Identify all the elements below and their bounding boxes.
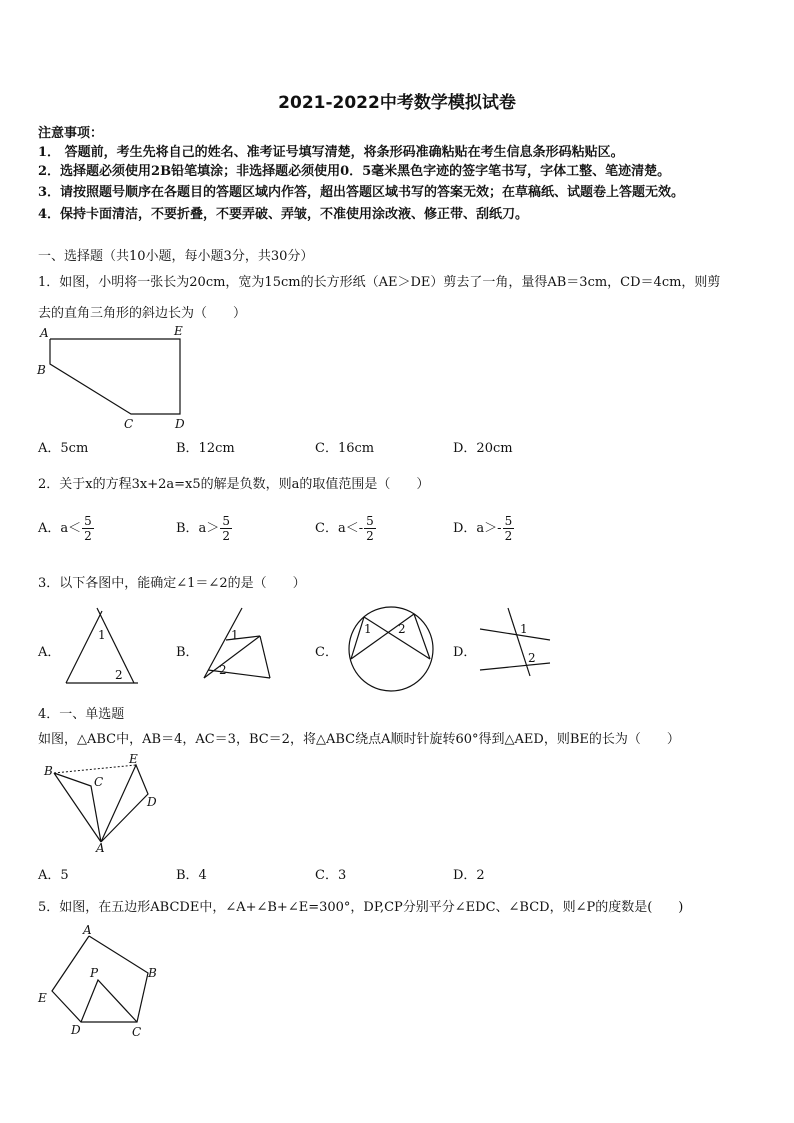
q4-option-b: B．4 xyxy=(176,868,207,883)
q2-option-c xyxy=(315,514,376,543)
fraction-numerator: 5 xyxy=(84,514,92,528)
q3-c-angle-2: 2 xyxy=(398,622,406,636)
q2-stem: 2．关于x的方程3x+2a=x5的解是负数，则a的取值范围是（ ） xyxy=(38,477,430,492)
section-heading: 一、选择题（共10小题，每小题3分，共30分） xyxy=(38,249,314,264)
q2-option-d-prefix: D．a＞- xyxy=(453,521,502,536)
q3-figure-a xyxy=(64,606,144,688)
q4-label-e: E xyxy=(129,752,138,766)
fraction xyxy=(220,514,232,543)
q5-label-d: D xyxy=(71,1023,81,1037)
q1-stem-line1: 1．如图，小明将一张长为20cm，宽为15cm的长方形纸（AE＞DE）剪去了一角，量得AB＝3cm，CD＝4cm，则剪 xyxy=(38,275,721,290)
q3-d-angle-2: 2 xyxy=(528,651,536,665)
q1-stem-line2: 去的直角三角形的斜边长为（ ） xyxy=(38,306,247,321)
fraction xyxy=(503,514,515,543)
q4-option-c: C．3 xyxy=(315,868,347,883)
q3-stem: 3．以下各图中，能确定∠1＝∠2的是（ ） xyxy=(38,576,306,591)
q2-option-a xyxy=(38,514,94,543)
q3-figure-b xyxy=(200,606,280,688)
q2-option-a-prefix: A．a＜ xyxy=(38,521,82,536)
q4-label-a: A xyxy=(96,841,105,854)
q3-b-angle-2: 2 xyxy=(219,663,227,677)
q3-option-a: A． xyxy=(38,645,61,660)
q1-label-b: B xyxy=(37,363,46,377)
q2-option-d xyxy=(453,514,514,543)
q1-label-d: D xyxy=(175,417,185,431)
notice-item: 2．选择题必须使用2B铅笔填涂；非选择题必须使用0．5毫米黑色字迹的签字笔书写，字体工整、笔迹清楚。 xyxy=(38,164,671,179)
q3-a-angle-2: 2 xyxy=(115,668,123,682)
q4-label-c: C xyxy=(94,775,104,789)
q4-label-b: B xyxy=(44,764,53,778)
q1-label-c: C xyxy=(124,417,134,431)
notice-item: 1． 答题前，考生先将自己的姓名、准考证号填写清楚，将条形码准确粘贴在考生信息条形码粘贴区。 xyxy=(38,145,624,160)
notice-item: 3．请按照题号顺序在各题目的答题区域内作答，超出答题区域书写的答案无效；在草稿纸、试题卷上答题无效。 xyxy=(38,185,685,200)
fraction-numerator: 5 xyxy=(504,514,513,528)
q5-label-a: A xyxy=(83,923,92,937)
q3-option-c: C． xyxy=(315,645,338,660)
q1-option-a: A．5cm xyxy=(38,441,89,456)
fraction-numerator: 5 xyxy=(222,514,230,528)
q5-stem: 5．如图，在五边形ABCDE中，∠A+∠B+∠E=300°，DP,CP分别平分∠EDC、∠BCD，则∠P的度数是( ) xyxy=(38,900,684,915)
fraction-denominator: 2 xyxy=(222,529,230,543)
q4-option-a: A．5 xyxy=(38,868,69,883)
q4-label-d: D xyxy=(147,795,157,809)
q3-figure-c xyxy=(344,604,438,692)
page-title: 2021-2022中考数学模拟试卷 xyxy=(278,93,516,113)
q5-figure xyxy=(34,920,164,1042)
q1-option-c: C．16cm xyxy=(315,441,375,456)
notice-item: 4．保持卡面清洁，不要折叠，不要弄破、弄皱，不准使用涂改液、修正带、刮纸刀。 xyxy=(38,207,529,222)
q5-label-b: B xyxy=(148,966,157,980)
q2-option-b-prefix: B．a＞ xyxy=(176,521,220,536)
fraction xyxy=(364,514,376,543)
q1-option-b: B．12cm xyxy=(176,441,235,456)
q3-figure-d xyxy=(478,606,558,678)
q4-figure xyxy=(36,748,162,854)
q2-option-c-prefix: C．a＜- xyxy=(315,521,364,536)
q5-label-p: P xyxy=(90,966,99,980)
q4-header: 4．一、单选题 xyxy=(38,707,125,722)
q2-option-b xyxy=(176,514,232,543)
q1-figure-shape xyxy=(50,339,180,414)
q5-label-c: C xyxy=(132,1025,142,1039)
q3-d-angle-1: 1 xyxy=(520,622,528,636)
q3-c-angle-1: 1 xyxy=(364,622,372,636)
notice-heading: 注意事项： xyxy=(38,126,104,141)
fraction-denominator: 2 xyxy=(84,529,92,543)
fraction xyxy=(82,514,94,543)
q3-a-angle-1: 1 xyxy=(98,628,106,642)
q3-option-b: B． xyxy=(176,645,199,660)
q4-stem: 如图，△ABC中，AB＝4，AC＝3，BC＝2，将△ABC绕点A顺时针旋转60°得到△AED，则BE的长为（ ） xyxy=(38,732,680,747)
fraction-numerator: 5 xyxy=(366,514,374,528)
q1-figure xyxy=(34,322,194,434)
q5-label-e: E xyxy=(38,991,47,1005)
q3-b-angle-1: 1 xyxy=(231,628,239,642)
q4-option-d: D．2 xyxy=(453,868,485,883)
fraction-denominator: 2 xyxy=(504,529,513,543)
q3-option-d: D． xyxy=(453,645,477,660)
q1-label-a: A xyxy=(40,326,49,340)
q1-label-e: E xyxy=(174,324,183,338)
fraction-denominator: 2 xyxy=(366,529,374,543)
q1-option-d: D．20cm xyxy=(453,441,513,456)
